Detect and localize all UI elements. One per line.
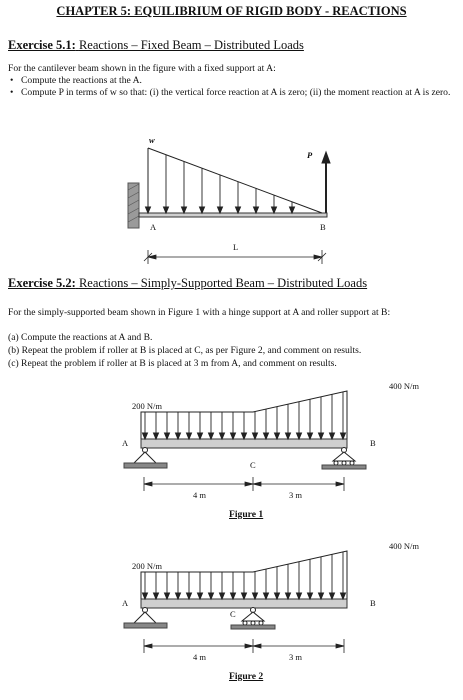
load-arrow-head <box>165 593 170 599</box>
figure-1-label-a: A <box>122 438 129 448</box>
exercise-5-2-title: Reactions – Simply-Supported Beam – Distributed Loads <box>78 276 368 290</box>
load-arrow-head <box>330 593 335 599</box>
figure-2-dim-left: 4 m <box>193 652 206 662</box>
figure-2-dim-right: 3 m <box>289 652 302 662</box>
figure-1-dim-left: 4 m <box>193 490 206 500</box>
figure-2-load-left-label: 200 N/m <box>132 561 162 571</box>
load-arrow-head <box>264 593 269 599</box>
figure-1-load-right-label: 400 N/m <box>389 381 419 391</box>
load-arrow-head <box>209 593 214 599</box>
figure-2-beam <box>141 599 347 608</box>
figure-2-load-right-label: 400 N/m <box>389 541 419 551</box>
load-arrow-head <box>187 593 192 599</box>
load-arrow-head <box>154 593 159 599</box>
load-arrow-head <box>231 593 236 599</box>
exercise-5-1-bullet-1-text: Compute the reactions at the A. <box>21 75 142 86</box>
exercise-5-2-number: Exercise 5.2: <box>8 276 76 290</box>
load-arrow-head <box>341 593 346 599</box>
load-arrow-head <box>242 593 247 599</box>
chapter-title: CHAPTER 5: EQUILIBRIUM OF RIGID BODY - REACTIONS <box>56 4 407 18</box>
exercise-5-2-item-b: (b) Repeat the problem if roller at B is placed at C, as per Figure 2, and comment on results. <box>8 345 362 356</box>
figure-1-load-left-label: 200 N/m <box>132 401 162 411</box>
load-arrow-head <box>275 593 280 599</box>
load-w-label: w <box>149 135 155 145</box>
support-a-label: A <box>150 222 157 232</box>
load-arrow-head <box>308 593 313 599</box>
figure-2-load-arrows <box>143 552 346 599</box>
exercise-5-1-bullet-2-text: Compute P in terms of w so that: (i) the vertical force reaction at A is zero; (ii) the moment reaction at A is zero. <box>21 87 451 98</box>
load-arrow-head <box>198 593 203 599</box>
exercise-5-1-intro: For the cantilever beam shown in the figure with a fixed support at A: <box>8 63 276 74</box>
load-arrow-head <box>253 593 258 599</box>
exercise-5-1-title: Reactions – Fixed Beam – Distributed Loads <box>78 38 304 52</box>
figure-2-dimension-line <box>144 639 344 653</box>
figure-1-label-c: C <box>250 460 256 470</box>
figure-2-label-c: C <box>230 609 236 619</box>
figure-2-label-a: A <box>122 598 129 608</box>
exercise-5-2-item-c: (c) Repeat the problem if roller at B is placed at 3 m from A, and comment on results. <box>8 358 337 369</box>
force-p-label: P <box>307 150 313 160</box>
load-arrow-head <box>143 593 148 599</box>
load-arrow-head <box>176 593 181 599</box>
bullet-dot: • <box>10 87 14 98</box>
bullet-dot: • <box>10 75 14 86</box>
figure-1-caption: Figure 1 <box>229 509 264 520</box>
exercise-5-2-intro: For the simply-supported beam shown in Figure 1 with a hinge support at A and roller support at B: <box>8 307 391 318</box>
figure-2-caption: Figure 2 <box>229 671 264 682</box>
figure-2-hinge-support-a <box>124 608 167 629</box>
load-arrow-head <box>297 593 302 599</box>
figure-1-dim-right: 3 m <box>289 490 302 500</box>
load-arrow-head <box>319 593 324 599</box>
load-arrow-head <box>220 593 225 599</box>
end-b-label: B <box>320 222 326 232</box>
figure-2-roller-support-c <box>231 608 275 630</box>
load-arrow-head <box>286 593 291 599</box>
exercise-5-1-number: Exercise 5.1: <box>8 38 76 52</box>
figure-1-label-b: B <box>370 438 376 448</box>
length-l-label: L <box>233 242 239 252</box>
exercise-5-2-item-a: (a) Compute the reactions at A and B. <box>8 332 153 343</box>
figure-2-label-b: B <box>370 598 376 608</box>
